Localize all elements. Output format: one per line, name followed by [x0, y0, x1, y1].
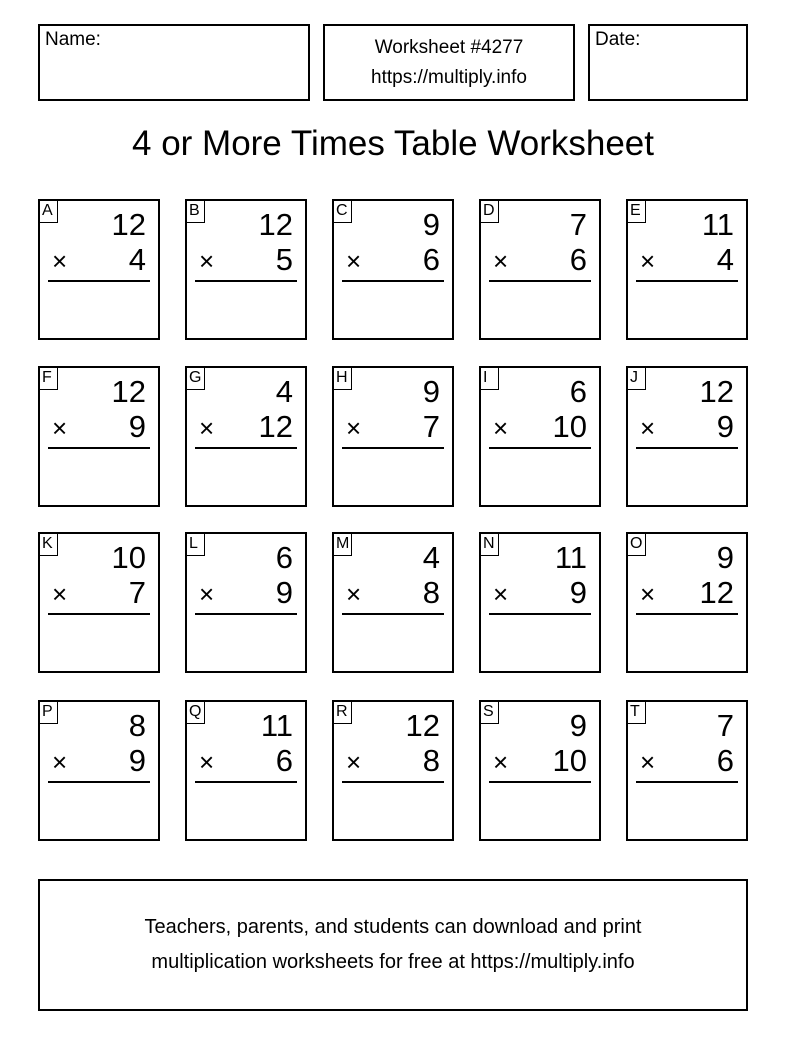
- times-sign: ×: [199, 579, 215, 609]
- multiplicand: 10: [111, 540, 146, 575]
- answer-line: [342, 280, 444, 282]
- times-sign: ×: [52, 246, 68, 276]
- problem-letter: M: [332, 532, 352, 556]
- times-sign: ×: [199, 747, 215, 777]
- problem-p[interactable]: [38, 700, 160, 841]
- times-sign: ×: [199, 413, 215, 443]
- answer-line: [195, 781, 297, 783]
- answer-line: [636, 613, 738, 615]
- multiplier: 12: [258, 409, 293, 444]
- multiplier: 8: [422, 743, 440, 778]
- multiplicand: 6: [569, 374, 587, 409]
- worksheet-number: Worksheet #4277: [374, 37, 524, 58]
- multiplicand: 11: [260, 708, 293, 743]
- problem-letter: I: [479, 366, 499, 390]
- multiplier: 6: [422, 242, 440, 277]
- problem-letter: T: [626, 700, 646, 724]
- problem-letter: G: [185, 366, 205, 390]
- multiplicand: 4: [422, 540, 440, 575]
- multiplicand: 4: [275, 374, 293, 409]
- multiplier: 9: [569, 575, 587, 610]
- answer-line: [636, 781, 738, 783]
- problem-c[interactable]: [332, 199, 454, 340]
- multiplier: 12: [699, 575, 734, 610]
- times-sign: ×: [640, 579, 656, 609]
- worksheet-url: https://multiply.info: [371, 67, 527, 88]
- problem-letter: L: [185, 532, 205, 556]
- problem-letter: O: [626, 532, 646, 556]
- times-sign: ×: [346, 246, 362, 276]
- answer-line: [636, 447, 738, 449]
- problem-b[interactable]: [185, 199, 307, 340]
- problem-o[interactable]: [626, 532, 748, 673]
- multiplicand: 9: [569, 708, 587, 743]
- multiplicand: 12: [699, 374, 734, 409]
- answer-line: [489, 280, 591, 282]
- multiplier: 8: [422, 575, 440, 610]
- footer-line-2: multiplication worksheets for free at https://multiply.info: [151, 951, 635, 973]
- times-sign: ×: [493, 246, 509, 276]
- multiplier: 7: [128, 575, 146, 610]
- problem-a[interactable]: [38, 199, 160, 340]
- multiplier: 9: [128, 409, 146, 444]
- problem-d[interactable]: [479, 199, 601, 340]
- answer-line: [489, 447, 591, 449]
- problem-letter: C: [332, 199, 352, 223]
- problem-t[interactable]: [626, 700, 748, 841]
- problem-letter: A: [38, 199, 58, 223]
- page-title: 4 or More Times Table Worksheet: [132, 124, 654, 163]
- times-sign: ×: [346, 413, 362, 443]
- problem-m[interactable]: [332, 532, 454, 673]
- problem-letter: H: [332, 366, 352, 390]
- multiplicand: 12: [111, 207, 146, 242]
- answer-line: [48, 781, 150, 783]
- answer-line: [636, 280, 738, 282]
- times-sign: ×: [52, 579, 68, 609]
- problem-letter: B: [185, 199, 205, 223]
- answer-line: [48, 447, 150, 449]
- problem-letter: F: [38, 366, 58, 390]
- multiplicand: 12: [111, 374, 146, 409]
- problem-letter: R: [332, 700, 352, 724]
- multiplicand: 7: [569, 207, 587, 242]
- multiplier: 4: [128, 242, 146, 277]
- times-sign: ×: [640, 747, 656, 777]
- multiplicand: 7: [716, 708, 734, 743]
- answer-line: [195, 613, 297, 615]
- times-sign: ×: [493, 579, 509, 609]
- problem-letter: P: [38, 700, 58, 724]
- multiplicand: 12: [258, 207, 293, 242]
- problem-letter: J: [626, 366, 646, 390]
- problem-letter: E: [626, 199, 646, 223]
- problem-r[interactable]: [332, 700, 454, 841]
- multiplicand: 9: [716, 540, 734, 575]
- multiplier: 9: [716, 409, 734, 444]
- times-sign: ×: [52, 747, 68, 777]
- date-label: Date:: [595, 29, 641, 50]
- answer-line: [489, 613, 591, 615]
- problem-k[interactable]: [38, 532, 160, 673]
- problem-letter: K: [38, 532, 58, 556]
- problem-letter: S: [479, 700, 499, 724]
- multiplicand: 8: [128, 708, 146, 743]
- problem-q[interactable]: [185, 700, 307, 841]
- answer-line: [195, 447, 297, 449]
- multiplier: 4: [716, 242, 734, 277]
- times-sign: ×: [346, 579, 362, 609]
- problem-letter: N: [479, 532, 499, 556]
- multiplier: 9: [275, 575, 293, 610]
- multiplier: 9: [128, 743, 146, 778]
- answer-line: [342, 781, 444, 783]
- times-sign: ×: [640, 246, 656, 276]
- problem-e[interactable]: [626, 199, 748, 340]
- multiplier: 7: [422, 409, 440, 444]
- problem-n[interactable]: [479, 532, 601, 673]
- problem-l[interactable]: [185, 532, 307, 673]
- problem-g[interactable]: [185, 366, 307, 507]
- problem-letter: Q: [185, 700, 205, 724]
- name-label: Name:: [45, 29, 101, 50]
- problem-i[interactable]: [479, 366, 601, 507]
- problem-letter: D: [479, 199, 499, 223]
- problem-h[interactable]: [332, 366, 454, 507]
- answer-line: [48, 280, 150, 282]
- multiplicand: 11: [701, 207, 734, 242]
- times-sign: ×: [199, 246, 215, 276]
- answer-line: [342, 447, 444, 449]
- multiplicand: 11: [554, 540, 587, 575]
- multiplicand: 6: [275, 540, 293, 575]
- multiplier: 10: [552, 743, 587, 778]
- problem-j[interactable]: [626, 366, 748, 507]
- multiplier: 6: [569, 242, 587, 277]
- footer-line-1: Teachers, parents, and students can download and print: [144, 916, 642, 938]
- problem-f[interactable]: [38, 366, 160, 507]
- multiplier: 10: [552, 409, 587, 444]
- multiplier: 6: [275, 743, 293, 778]
- multiplicand: 9: [422, 207, 440, 242]
- multiplicand: 12: [405, 708, 440, 743]
- answer-line: [342, 613, 444, 615]
- answer-line: [195, 280, 297, 282]
- multiplier: 6: [716, 743, 734, 778]
- times-sign: ×: [640, 413, 656, 443]
- footer-box: [38, 879, 748, 1011]
- times-sign: ×: [52, 413, 68, 443]
- problem-s[interactable]: [479, 700, 601, 841]
- answer-line: [489, 781, 591, 783]
- multiplier: 5: [275, 242, 293, 277]
- times-sign: ×: [346, 747, 362, 777]
- times-sign: ×: [493, 747, 509, 777]
- times-sign: ×: [493, 413, 509, 443]
- multiplicand: 9: [422, 374, 440, 409]
- answer-line: [48, 613, 150, 615]
